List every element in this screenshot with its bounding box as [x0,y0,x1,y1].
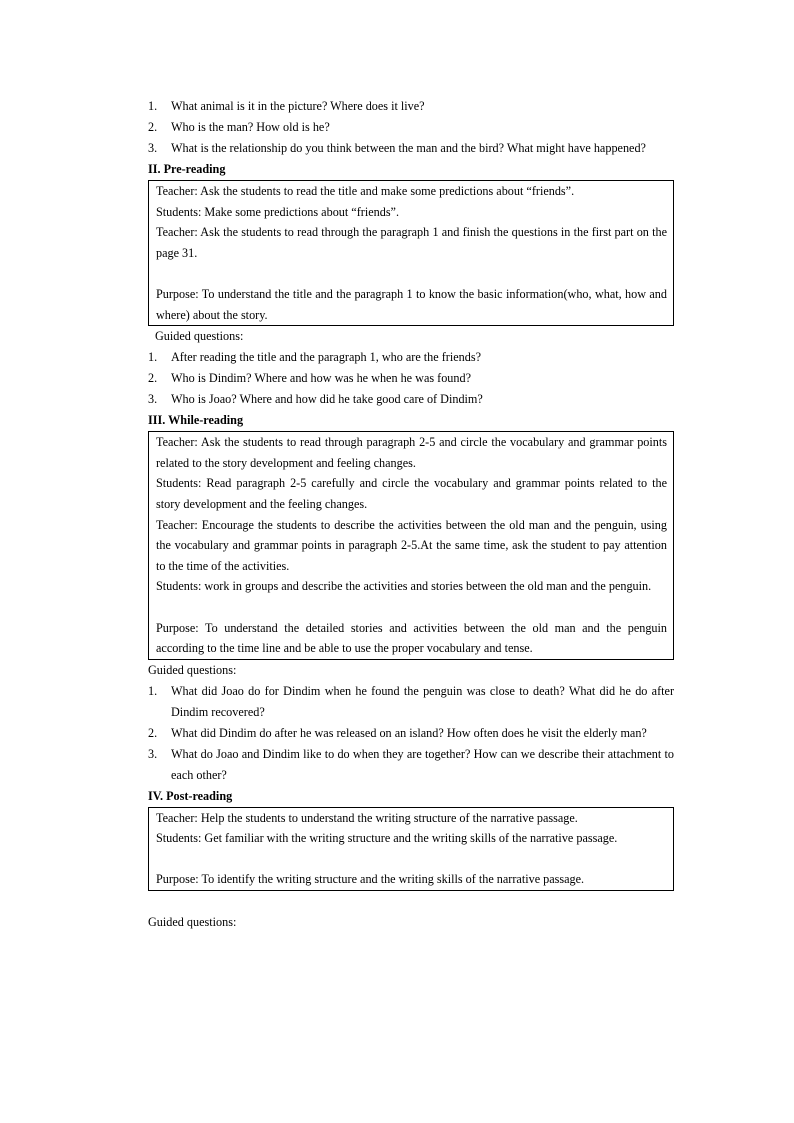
post-reading-box [148,807,674,891]
list-item: 1. What did Joao do for Dindim when he found the penguin was close to death? What did he do after Dindim recovered? [148,681,674,723]
list-item: 1. What animal is it in the picture? Where does it live? [148,96,674,117]
list-number: 3. [148,392,158,407]
box-blank-line [156,597,667,618]
list-number: 3. [148,141,158,155]
box-paragraph: Students: Get familiar with the writing structure and the writing skills of the narrative passage. [156,831,618,846]
guided-questions-label: Guided questions: [148,915,237,930]
list-number: 1. [148,350,158,365]
guided-questions-label: Guided questions: [155,329,244,344]
pre-reading-heading: II. Pre-reading [148,162,226,176]
box-paragraph: Teacher: Help the students to understand the writing structure of the narrative passage. [156,810,578,825]
list-item: 3. Who is Joao? Where and how did he take good care of Dindim? [148,389,674,410]
list-item: 2. What did Dindim do after he was released on an island? How often does he visit the elderly man? [148,723,674,744]
box-blank-line [156,263,667,284]
list-number: 2. [148,371,158,386]
list-item: 3. What do Joao and Dindim like to do when they are together? How can we describe their attachment to each other? [148,744,674,786]
box-paragraph: Teacher: Ask the students to read through paragraph 2-5 and circle the vocabulary and grammar points related to the story development and feeling changes. [156,435,667,470]
box-paragraph: Purpose: To understand the detailed stories and activities between the old man and the penguin according to the time line and be able to use the proper vocabulary and tense. [156,620,667,656]
box-paragraph: Teacher: Encourage the students to describe the activities between the old man and the penguin, using the vocabulary and grammar points in paragraph 2-5.At the same time, ask the student to pay attention to the time of the activities. [156,517,667,573]
lesson-plan-page [148,96,674,933]
list-number: 3. [148,746,158,761]
post-reading-heading: IV. Post-reading [148,788,233,803]
spacer [148,891,674,912]
list-item: 2. Who is the man? How old is he? [148,117,674,138]
box-paragraph: Students: work in groups and describe the activities and stories between the old man and the penguin. [156,579,652,594]
list-number: 2. [148,725,158,740]
box-paragraph: Purpose: To identify the writing structure and the writing skills of the narrative passage. [156,872,585,887]
pre-reading-question-list [148,347,674,410]
pre-reading-box [148,180,674,326]
box-paragraph: Purpose: To understand the title and the paragraph 1 to know the basic information(who, what, how and where) about the story. [156,286,667,322]
list-number: 1. [148,683,158,698]
list-item: 3. What is the relationship do you think between the man and the bird? What might have happened? [148,138,674,159]
intro-question-list [148,96,674,159]
box-paragraph: Teacher: Ask the students to read the title and make some predictions about “friends”. [156,184,575,198]
box-paragraph: Students: Read paragraph 2-5 carefully and circle the vocabulary and grammar points related to the story development and the feeling changes. [156,476,667,511]
box-blank-line [156,849,667,870]
while-reading-heading: III. While-reading [148,413,244,428]
while-reading-question-list [148,681,674,786]
list-number: 1. [148,99,158,113]
list-item: 2. Who is Dindim? Where and how was he when he was found? [148,368,674,389]
guided-questions-label: Guided questions: [148,662,237,677]
box-paragraph: Teacher: Ask the students to read through the paragraph 1 and finish the questions in the first part on the page 31. [156,225,667,260]
box-paragraph: Students: Make some predictions about “friends”. [156,204,400,219]
list-number: 2. [148,120,158,134]
while-reading-box [148,431,674,660]
list-item: 1. After reading the title and the paragraph 1, who are the friends? [148,347,674,368]
